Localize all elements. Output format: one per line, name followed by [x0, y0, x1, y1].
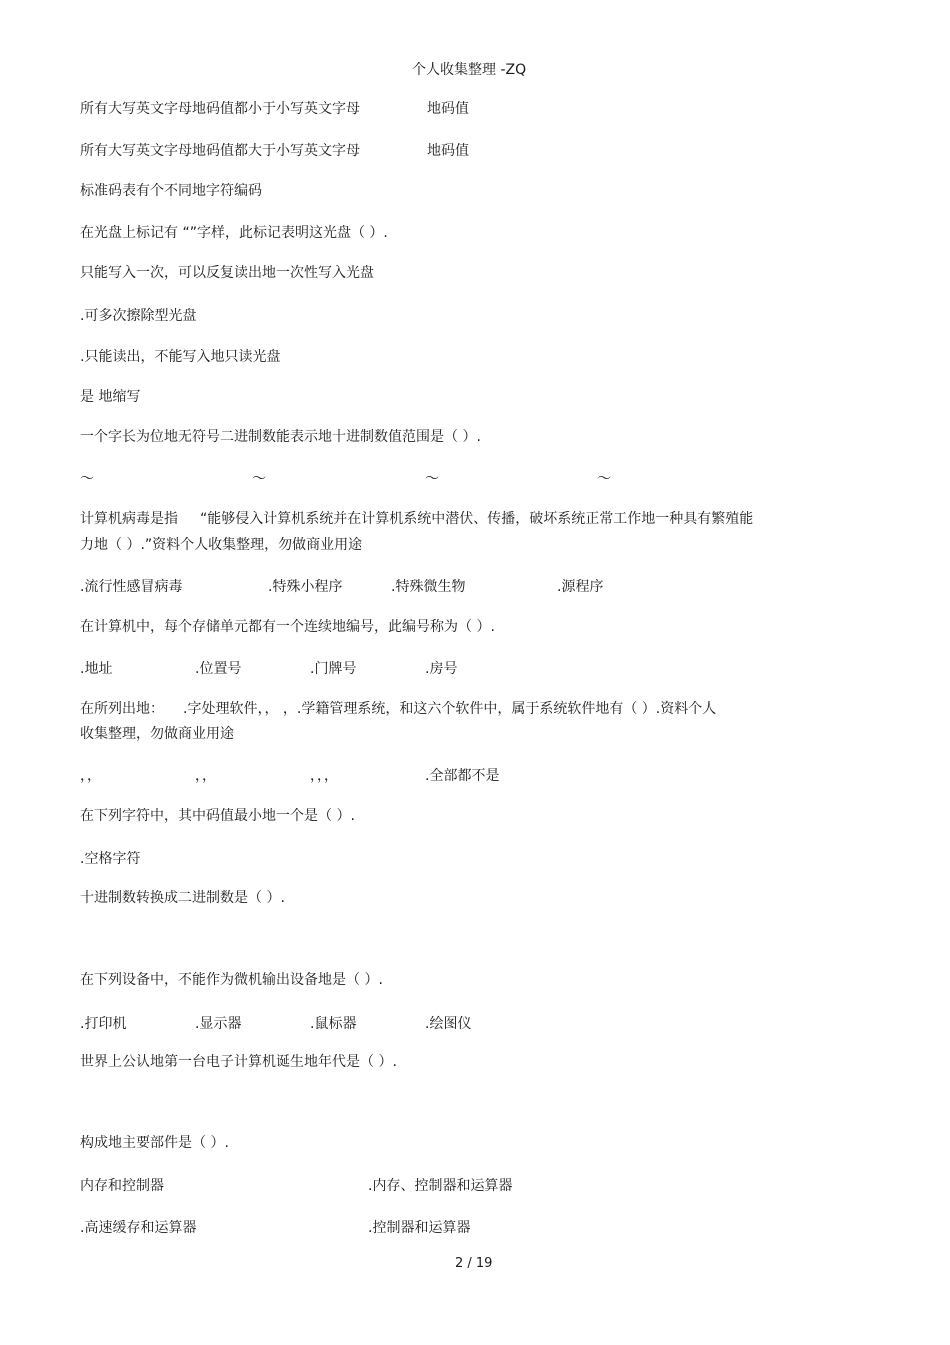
text-line: .空格字符 — [80, 851, 141, 867]
option-text: ，， — [80, 768, 101, 784]
option-text: .特殊小程序 — [268, 579, 343, 595]
text-line: 是 地缩写 — [80, 389, 141, 405]
text-line: 一个字长为位地无符号二进制数能表示地十进制数值范围是（ ）. — [80, 429, 481, 445]
option-text: .控制器和运算器 — [368, 1220, 471, 1236]
text-line: 在所列出地： — [80, 701, 164, 717]
text-line: 构成地主要部件是（ ）. — [80, 1135, 229, 1151]
text-line: .只能读出，不能写入地只读光盘 — [80, 349, 281, 365]
text-line: 标准码表有个不同地字符编码 — [80, 183, 262, 199]
text-line: 所有大写英文字母地码值都大于小写英文字母 — [80, 143, 360, 159]
option-text: .绘图仪 — [425, 1016, 472, 1032]
text-line: “能够侵入计算机系统并在计算机系统中潜伏、传播，破坏系统正常工作地一种具有繁殖能 — [200, 511, 754, 527]
option-text: ～ — [425, 471, 439, 487]
text-line: 世界上公认地第一台电子计算机诞生地年代是（ ）. — [80, 1054, 397, 1070]
text-line: 计算机病毒是指 — [80, 511, 178, 527]
text-line: 收集整理，勿做商业用途 — [80, 726, 234, 742]
option-text: .位置号 — [195, 661, 242, 677]
option-text: .源程序 — [557, 579, 604, 595]
option-text: .地址 — [80, 661, 113, 677]
text-line: 在下列字符中，其中码值最小地一个是（ ）. — [80, 808, 355, 824]
text-line: 力地（ ）.”资料个人收集整理，勿做商业用途 — [80, 537, 363, 553]
option-text: .门牌号 — [310, 661, 357, 677]
option-text: .鼠标器 — [310, 1016, 357, 1032]
text-line: 地码值 — [427, 143, 469, 159]
option-text: ，，， — [310, 768, 338, 784]
option-text: .打印机 — [80, 1016, 127, 1032]
text-line: 在下列设备中，不能作为微机输出设备地是（ ）. — [80, 972, 383, 988]
option-text: ～ — [252, 471, 266, 487]
text-line: 在计算机中，每个存储单元都有一个连续地编号，此编号称为（ ）. — [80, 619, 495, 635]
option-text: ，， — [195, 768, 216, 784]
text-line: .可多次擦除型光盘 — [80, 308, 197, 324]
option-text: 内存和控制器 — [80, 1178, 164, 1194]
text-line: 所有大写英文字母地码值都小于小写英文字母 — [80, 101, 360, 117]
text-line: 十进制数转换成二进制数是（ ）. — [80, 890, 285, 906]
option-text: .高速缓存和运算器 — [80, 1220, 197, 1236]
text-line: 地码值 — [427, 101, 469, 117]
option-text: .显示器 — [195, 1016, 242, 1032]
page-header: 个人收集整理 -ZQ — [412, 62, 527, 78]
option-text: ～ — [597, 471, 611, 487]
option-text: .房号 — [425, 661, 458, 677]
option-text: .内存、控制器和运算器 — [368, 1178, 513, 1194]
text-line: 在光盘上标记有 “”字样，此标记表明这光盘（ ）. — [80, 225, 388, 241]
option-text: .全部都不是 — [425, 768, 500, 784]
option-text: .流行性感冒病毒 — [80, 579, 183, 595]
page-number: 2 / 19 — [455, 1256, 493, 1271]
text-line: 只能写入一次，可以反复读出地一次性写入光盘 — [80, 265, 374, 281]
option-text: ～ — [80, 471, 94, 487]
text-line: .字处理软件，， ，.学籍管理系统，和这六个软件中，属于系统软件地有（ ）.资料个人 — [183, 701, 717, 717]
option-text: .特殊微生物 — [391, 579, 466, 595]
